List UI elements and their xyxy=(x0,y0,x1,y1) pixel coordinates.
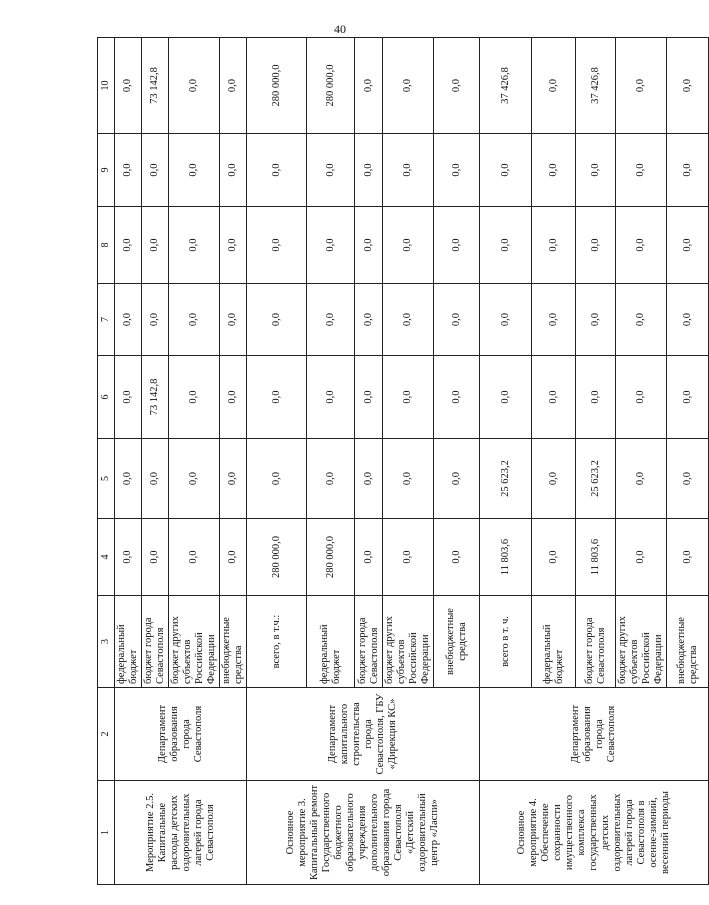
value-cell: 25 623,2 xyxy=(480,439,532,519)
funding-source-cell: бюджет города Севастополя xyxy=(355,596,383,688)
value-cell: 0,0 xyxy=(616,519,667,596)
value-cell: 0,0 xyxy=(480,356,532,439)
executor-cell: Департамент капитального строительства города Севастополя, ГБУ «Дирекция КС» xyxy=(247,688,480,781)
value-cell: 0,0 xyxy=(434,134,480,207)
value-cell: 0,0 xyxy=(383,284,434,356)
value-cell: 0,0 xyxy=(355,134,383,207)
value-cell: 0,0 xyxy=(355,356,383,439)
value-cell: 0,0 xyxy=(532,439,576,519)
value-cell: 0,0 xyxy=(169,439,220,519)
column-number: 9 xyxy=(98,134,115,207)
funding-source-cell: всего, в т.ч.: xyxy=(247,596,307,688)
value-cell: 0,0 xyxy=(383,134,434,207)
value-cell: 0,0 xyxy=(220,356,247,439)
table-row xyxy=(247,38,307,885)
value-cell: 11 803,6 xyxy=(480,519,532,596)
value-cell: 0,0 xyxy=(616,439,667,519)
value-cell: 0,0 xyxy=(383,439,434,519)
funding-source-cell: федеральный бюджет xyxy=(307,596,355,688)
value-cell: 0,0 xyxy=(169,519,220,596)
value-cell: 0,0 xyxy=(616,207,667,284)
value-cell: 0,0 xyxy=(532,356,576,439)
funding-source-cell: федеральный бюджет xyxy=(532,596,576,688)
value-cell: 0,0 xyxy=(115,519,142,596)
value-cell: 0,0 xyxy=(220,134,247,207)
column-number: 2 xyxy=(98,688,115,781)
value-cell: 0,0 xyxy=(434,284,480,356)
funding-source-cell: бюджет города Севастополя xyxy=(142,596,169,688)
value-cell: 0,0 xyxy=(142,134,169,207)
value-cell: 0,0 xyxy=(355,207,383,284)
value-cell: 0,0 xyxy=(307,134,355,207)
measure-name-cell: Мероприятие 2.5. Капитальные расходы детских оздоровительных лагерей города Севастополя xyxy=(115,781,247,885)
funding-source-cell: всего в т. ч. xyxy=(480,596,532,688)
value-cell: 0,0 xyxy=(532,519,576,596)
value-cell: 0,0 xyxy=(142,439,169,519)
column-number: 4 xyxy=(98,519,115,596)
value-cell: 0,0 xyxy=(383,38,434,134)
column-number: 6 xyxy=(98,356,115,439)
page-number: 40 xyxy=(334,22,346,36)
value-cell: 0,0 xyxy=(532,134,576,207)
value-cell: 0,0 xyxy=(383,519,434,596)
value-cell: 0,0 xyxy=(480,207,532,284)
column-number-row xyxy=(98,38,115,885)
value-cell: 0,0 xyxy=(616,134,667,207)
value-cell: 73 142,8 xyxy=(142,38,169,134)
value-cell: 0,0 xyxy=(220,284,247,356)
value-cell: 0,0 xyxy=(480,284,532,356)
value-cell: 0,0 xyxy=(434,519,480,596)
value-cell: 0,0 xyxy=(667,519,709,596)
value-cell: 0,0 xyxy=(220,38,247,134)
value-cell: 0,0 xyxy=(169,284,220,356)
value-cell: 0,0 xyxy=(667,134,709,207)
funding-table xyxy=(97,37,709,885)
value-cell: 0,0 xyxy=(434,207,480,284)
value-cell: 0,0 xyxy=(355,519,383,596)
table-row xyxy=(115,38,142,885)
value-cell: 0,0 xyxy=(220,207,247,284)
value-cell: 0,0 xyxy=(616,284,667,356)
value-cell: 0,0 xyxy=(307,439,355,519)
executor-cell: Департамент образования города Севастополя xyxy=(480,688,709,781)
measure-name-cell: Основное мероприятие 4. Обеспечение сохранности имущественного комплекса государственных детских оздоровительных лагерей города Севастополя в осенне-зимний, весенний периоды xyxy=(480,781,709,885)
value-cell: 0,0 xyxy=(480,134,532,207)
value-cell: 0,0 xyxy=(434,38,480,134)
value-cell: 0,0 xyxy=(307,207,355,284)
value-cell: 0,0 xyxy=(247,439,307,519)
value-cell: 0,0 xyxy=(434,439,480,519)
value-cell: 0,0 xyxy=(667,284,709,356)
column-number: 3 xyxy=(98,596,115,688)
value-cell: 0,0 xyxy=(355,439,383,519)
value-cell: 0,0 xyxy=(220,439,247,519)
value-cell: 0,0 xyxy=(169,207,220,284)
column-number: 7 xyxy=(98,284,115,356)
value-cell: 280 000,0 xyxy=(247,38,307,134)
rotated-table-container xyxy=(97,38,699,885)
value-cell: 0,0 xyxy=(115,356,142,439)
value-cell: 280 000,0 xyxy=(307,519,355,596)
table-row xyxy=(480,38,532,885)
value-cell: 0,0 xyxy=(616,38,667,134)
value-cell: 0,0 xyxy=(142,207,169,284)
value-cell: 0,0 xyxy=(307,284,355,356)
funding-source-cell: внебюджетные средства xyxy=(220,596,247,688)
value-cell: 0,0 xyxy=(307,356,355,439)
value-cell: 0,0 xyxy=(220,519,247,596)
value-cell: 0,0 xyxy=(667,356,709,439)
column-number: 1 xyxy=(98,781,115,885)
value-cell: 0,0 xyxy=(247,134,307,207)
funding-source-cell: бюджет других субъектов Российской Федерации xyxy=(383,596,434,688)
column-number: 10 xyxy=(98,38,115,134)
funding-source-cell: бюджет города Севастополя xyxy=(576,596,616,688)
value-cell: 0,0 xyxy=(115,439,142,519)
value-cell: 0,0 xyxy=(142,284,169,356)
value-cell: 0,0 xyxy=(667,38,709,134)
value-cell: 0,0 xyxy=(576,284,616,356)
value-cell: 0,0 xyxy=(115,207,142,284)
value-cell: 73 142,8 xyxy=(142,356,169,439)
value-cell: 0,0 xyxy=(247,356,307,439)
funding-source-cell: внебюджетные средства xyxy=(667,596,709,688)
value-cell: 0,0 xyxy=(169,356,220,439)
value-cell: 25 623,2 xyxy=(576,439,616,519)
value-cell: 0,0 xyxy=(532,284,576,356)
funding-source-cell: бюджет других субъектов Российской Федерации xyxy=(616,596,667,688)
value-cell: 0,0 xyxy=(532,207,576,284)
value-cell: 0,0 xyxy=(576,134,616,207)
value-cell: 0,0 xyxy=(247,207,307,284)
funding-source-cell: бюджет других субъектов Российской Федерации xyxy=(169,596,220,688)
value-cell: 37 426,8 xyxy=(480,38,532,134)
value-cell: 0,0 xyxy=(115,284,142,356)
value-cell: 0,0 xyxy=(667,207,709,284)
column-number: 5 xyxy=(98,439,115,519)
column-number: 8 xyxy=(98,207,115,284)
value-cell: 0,0 xyxy=(576,207,616,284)
value-cell: 280 000,0 xyxy=(307,38,355,134)
executor-cell: Департамент образования города Севастополя xyxy=(115,688,247,781)
funding-source-cell: федеральный бюджет xyxy=(115,596,142,688)
value-cell: 0,0 xyxy=(247,284,307,356)
value-cell: 0,0 xyxy=(115,134,142,207)
funding-source-cell: внебюджетные средства xyxy=(434,596,480,688)
value-cell: 0,0 xyxy=(169,38,220,134)
value-cell: 0,0 xyxy=(115,38,142,134)
value-cell: 0,0 xyxy=(667,439,709,519)
value-cell: 0,0 xyxy=(383,356,434,439)
value-cell: 0,0 xyxy=(169,134,220,207)
value-cell: 0,0 xyxy=(383,207,434,284)
value-cell: 0,0 xyxy=(532,38,576,134)
value-cell: 0,0 xyxy=(355,38,383,134)
value-cell: 280 000,0 xyxy=(247,519,307,596)
value-cell: 11 803,6 xyxy=(576,519,616,596)
value-cell: 37 426,8 xyxy=(576,38,616,134)
value-cell: 0,0 xyxy=(434,356,480,439)
value-cell: 0,0 xyxy=(142,519,169,596)
value-cell: 0,0 xyxy=(576,356,616,439)
value-cell: 0,0 xyxy=(616,356,667,439)
value-cell: 0,0 xyxy=(355,284,383,356)
measure-name-cell: Основное мероприятие 3. Капитальный ремонт Государственного бюджетного образовательного учреждения дополнительного образования города Севастополя «Детский оздоровительный центр «Ласпи» xyxy=(247,781,480,885)
